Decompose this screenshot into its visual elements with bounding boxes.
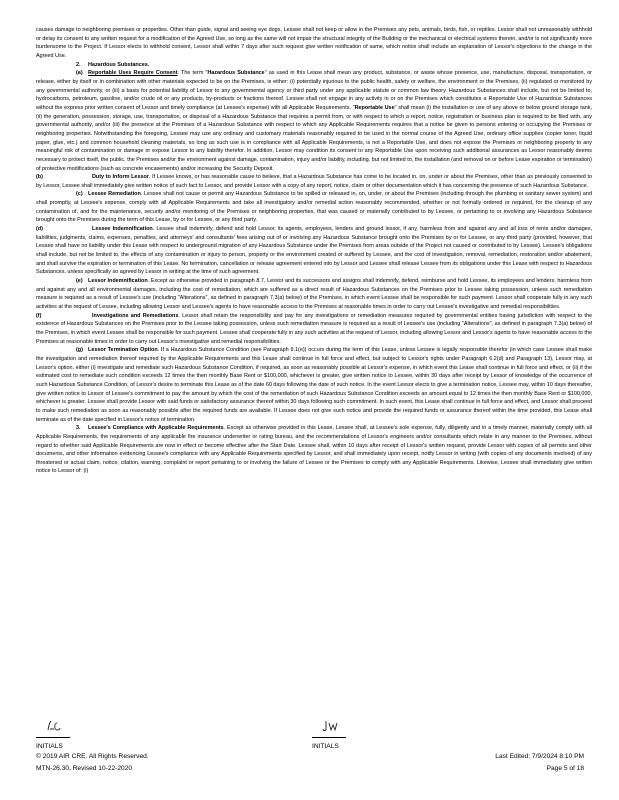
paragraph-2b: (b) Duty to Inform Lessor. If Lessee knows, or has reasonable cause to believe, that a Hazardous Substance has come to be located in, on, under or about the Premises, other than as previously consented to by Lessor, Lessee shall immediately give written notice of such fact to Lessor, and provide Lessor with a copy of any report, notice, claim or other documentation which it has concerning the presence of such Hazardous Substance. [36,174,592,189]
paragraph-2e: (e) Lessor Indemnification. Except as otherwise provided in paragraph 8.7, Lessor and its successors and assigns shall indemnify, defend, reimburse and hold Lessee, its employees and lenders, harmless from and against any and all environmental damages, including the cost of remediation, which are suffered as a direct result of Hazardous Substances on the Premises prior to Lessee taking possession, unless such remediation measure is required as a result of Lessee's use (including "Alterations", as defined in paragraph 7.3(a) below) of the Premises, in which event Lessee shall be responsible for such payment. Lessor shall cooperate fully in any such activities at the request of Lessee, including allowing Lessor and Lessee's agents to have reasonable access to the Premises at reasonable times in order to carry out Lessee's investigative and remedial responsibilities. [36,278,592,310]
initials-box-left [36,716,76,740]
form-number-text: MTN-26.30, Revised 10-22-2020 [36,765,133,772]
paragraph-2a: (a) Reportable Uses Require Consent. The term "Hazardous Substance" as used in this Lease shall mean any product, substance, or waste whose presence, use, manufacture, disposal, transportation, or release, either by itself or in combination with other materials expected to be on the Premises, is either: (i) potentially injurious to the public health, safety or welfare, the environment or the Premises, (ii) regulated or monitored by any governmental authority, or (iii) a basis for potential liability of Lessor to any governmental agency or third party under any applicable statute or common law theory. Hazardous Substances shall include, but not be limited to, hydrocarbons, petroleum, gasoline, and/or crude oil or any products, by-products or fractions thereof. Lessee shall not engage in any activity in or on the Premises which constitutes a Reportable Use of Hazardous Substances without the express prior written consent of Lessor and timely compliance (at Lessee's expense) with all Applicable Requirements. "Reportable Use" shall mean (i) the installation or use of any above or below ground storage tank, (ii) the generation, possession, storage, use, transportation, or disposal of a Hazardous Substance that requires a permit from, or with respect to which a report, notice, registration or business plan is required to be filed with, any governmental authority, and/or (iii) the presence at the Premises of a Hazardous Substance with respect to which any Applicable Requirements requires that a notice be given to persons entering or occupying the Premises or neighboring properties. Notwithstanding the foregoing, Lessee may use any ordinary and customary materials reasonably required to be used in the normal course of the Agreed Use, ordinary office supplies (copier toner, liquid paper, glue, etc.) and common household cleaning materials, so long as such use is in compliance with all Applicable Requirements, is not a Reportable Use, and does not expose the Premises or neighboring property to any meaningful risk of contamination or damage or expose Lessor to any liability therefor. In addition, Lessor may condition its consent to any Reportable Use upon receiving such additional assurances as Lessor reasonably deems necessary to protect itself, the public, the Premises and/or the environment against damage, contamination, injury and/or liability, including, but not limited to, the installation (and removal on or before Lease expiration or termination) of protective modifications (such as concrete encasements) and/or increasing the Security Deposit. [36,70,592,172]
initials-line-right [312,737,346,738]
initials-label-left: INITIALS [36,743,63,750]
initials-box-right [312,716,352,740]
document-body [36,26,592,476]
paragraph-2f: (f) Investigations and Remediations. Lessor shall retain the responsibility and pay for any investigations or remediation measures required by governmental entities having jurisdiction with respect to the existence of Hazardous Substances on the Premises prior to the Lessee taking possession, unless such remediation measure is required as a result of Lessee's use (including "Alterations", as defined in paragraph 7.3(a) below) of the Premises, in which event Lessee shall be responsible for such payment. Lessee shall cooperate fully in any such activities at the request of Lessor, including allowing Lessor and Lessor's agents to have reasonable access to the Premises at reasonable times in order to carry out Lessor's investigative and remedial responsibilities. [36,312,592,345]
paragraph-2d: (d) Lessee Indemnification. Lessee shall indemnify, defend and hold Lessor, its agents, employees, lenders and ground lessor, if any, harmless from and against any and all loss of rents and/or damages, liabilities, judgments, claims, expenses, penalties, and attorneys' and consultants' fees arising out of or involving any Hazardous Substance brought onto the Premises by or for Lessee, or any third party (provided, however, that Lessee shall have no liability under this Lease with respect to underground migration of any Hazardous Substance under the Premises from areas outside of the Project not caused or contributed to by Lessee). Lessee's obligations shall include, but not be limited to, the effects of any contamination or injury to person, property or the environment created or suffered by Lessee, and the cost of investigation, removal, remediation, restoration and/or abatement, and shall survive the expiration or termination of this Lease. No termination, cancellation or release agreement entered into by Lessor and Lessee shall release Lessee from its obligations under this Lease with respect to Hazardous Substances, unless specifically so agreed by Lessor in writing at the time of such agreement. [36,226,592,276]
section-2-heading: 2. Hazardous Substances. [76,61,150,68]
paragraph-2g: (g) Lessor Termination Option. If a Hazardous Substance Condition (see Paragraph 9.1(e)) occurs during the term of this Lease, unless Lessee is legally responsible therefor (in which case Lessee shall make the investigation and remediation thereof required by the Applicable Requirements and this Lease shall continue in full force and effect, but subject to Lessor's rights under Paragraph 6.2(d) and Paragraph 13), Lessor may, at Lessor's option, either (i) investigate and remediate such Hazardous Substance Condition, if required, as soon as reasonably possible at Lessor's expense, in which event this Lease shall continue in full force and effect, or (ii) if the estimated cost to remediate such condition exceeds 12 times the then monthly Base Rent or $100,000, whichever is greater, give written notice to Lessee, within 30 days after receipt by Lessor of knowledge of the occurrence of such Hazardous Substance Condition, of Lessor's desire to terminate this Lease as of the date 60 days following the date of such notice. In the event Lessor elects to give a termination notice, Lessee may, within 10 days thereafter, give written notice to Lessor of Lessee's commitment to pay the amount by which the cost of the remediation of such Hazardous Substance Condition exceeds an amount equal to 12 times the then monthly Base Rent or $100,000, whichever is greater. Lessee shall provide Lessor with said funds or satisfactory assurance thereof within 30 days following such commitment. In such event, this Lease shall continue in full force and effect, and Lessor shall proceed to make such remediation as soon as reasonably possible after the required funds are available. If Lessee does not give such notice and provide the required funds or assurance thereof within the time provided, this Lease shall terminate as of the date specified in Lessor's notice of termination. [36,347,592,423]
last-edited-text: Last Edited: 7/9/2024 8:10 PM [495,753,584,760]
initials-signature-left [44,718,66,734]
paragraph-agreed-use-continued: causes damage to neighboring premises or properties. Other than guide, signal and seeing eye dogs, Lessee shall not keep or allow in the Premises any pets, animals, birds, fish, or reptiles. Lessor shall not unreasonably withhold or delay its consent to any written request for a modification of the Agreed Use, so long as the same will not impair the structural integrity of the Building or the mechanical or electrical systems therein, and/or is not significantly more burdensome to the Project. If Lessor elects to withhold consent, Lessor shall within 7 days after such request give written notification of same, which notice shall include an explanation of Lessor's objections to the change in the Agreed Use. [36,27,592,59]
paragraph-2c: (c) Lessee Remediation. Lessee shall not cause or permit any Hazardous Substance to be spilled or released in, on, under, or about the Premises (including through the plumbing or sanitary sewer system) and shall promptly, at Lessee's expense, comply with all Applicable Requirements and take all investigatory and/or remedial action reasonably recommended, whether or not formally ordered or required, for the cleanup of any contamination of, and for the maintenance, security and/or monitoring of the Premises or neighboring properties, that was caused or materially contributed to by Lessee, or pertaining to or involving any Hazardous Substance brought onto the Premises during the term of this Lease, by or for Lessee, or any third party. [36,191,592,224]
initials-signature-right [320,718,342,734]
copyright-text: © 2019 AIR CRE. All Rights Reserved. [36,753,149,760]
page-number-text: Page 5 of 18 [546,765,584,772]
section-3: 3. Lessee's Compliance with Applicable Requirements. Except as otherwise provided in this Lease, Lessee shall, at Lessee's sole expense, fully, diligently and in a timely manner, materially comply with all Applicable Requirements, the requirements of any applicable fire insurance underwriter or rating bureau, and the recommendations of Lessor's engineers and/or consultants which relate in any manner to the Premises, without regard to whether said Applicable Requirements are now in effect or become effective after the Start Date. Lessee shall, within 10 days after receipt of Lessor's written request, provide Lessor with copies of all permits and other documents, and other information evidencing Lessee's compliance with any Applicable Requirements specified by Lessor, and shall immediately upon receipt, notify Lessor in writing (with copies of any documents involved) of any threatened or actual claim, notice, citation, warning, complaint or report pertaining to or involving the failure of Lessee or the Premises to comply with any Applicable Requirements. Likewise, Lessee shall immediately give written notice to Lessor of: (i) [36,425,593,475]
initials-line-left [36,737,70,738]
initials-label-right: INITIALS [312,743,339,750]
